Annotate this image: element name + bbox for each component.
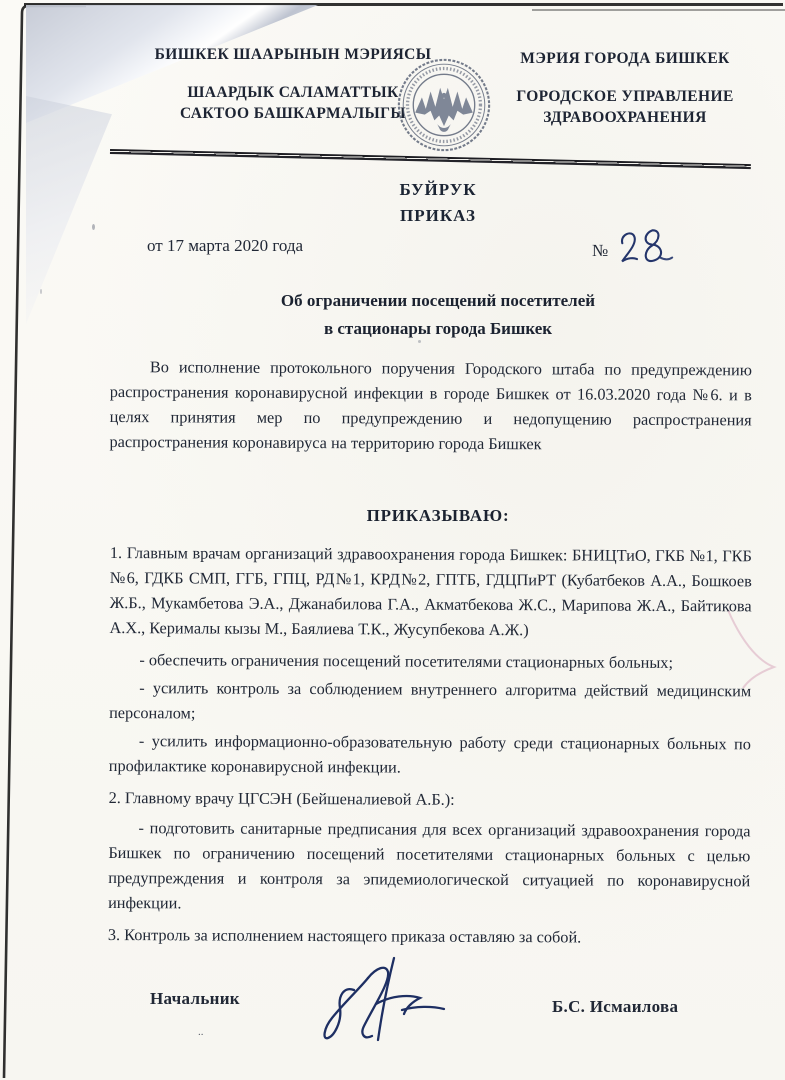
org-dept-kyrgyz-line2: САКТОО БАШКАРМАЛЫГЫ (179, 105, 407, 122)
org-name-russian (500, 48, 750, 69)
signature-icon (316, 948, 466, 1048)
doc-type-block (118, 177, 758, 229)
org-dept-russian-line1: ГОРОДСКОЕ УПРАВЛЕНИЕ (516, 88, 734, 105)
signature-name: Б.С. Исмаилова (552, 997, 679, 1016)
order-item-1-subitem-3: - усилить информационно-образовательную работу среди стационарных больных по профилактике коронавирусной инфекции. (108, 731, 751, 777)
scan-speck: .. (198, 1026, 204, 1038)
page-top-border-shadow (532, 9, 785, 11)
order-title (118, 287, 758, 343)
order-title-line1: Об ограничении посещений посетителей (280, 291, 596, 310)
resolution-heading-block (118, 506, 758, 526)
org-dept-russian-line2: ЗДРАВООХРАНЕНИЯ (543, 109, 707, 126)
order-number-handwritten (613, 224, 675, 268)
order-items (108, 540, 752, 955)
org-name-kyrgyz-line1: БИШКЕК ШААРЫНЫН МЭРИЯСЫ (154, 46, 432, 63)
org-dept-russian (500, 86, 750, 128)
org-dept-kyrgyz-line1: ШААРДЫК САЛАМАТТЫК (187, 84, 399, 101)
order-item-2-subitem-1: - подготовить санитарные предписания для всех организаций здравоохранения города Бишкек по ограничению посещений посетителями стационарных больных с целью предупреждения и контроля за эпидемиологической ситуацией по коронавирусной инфекции. (108, 818, 751, 913)
order-item-1: 1. Главным врачам организаций здравоохранения города Бишкек: БНИЦТиО, ГКБ №1, ГКБ №6, ГДКБ СМП, ГГБ, ГПЦ, РД№1, КРД№2, ГПТБ, ГДЦПиРТ (Кубатбеков А.А., Бошкоев Ж.Б., Мукамбетова Э.А., Джанабилова Г.А., Акматбекова Ж.С., Марипова Ж.А., Байтикова А.Х., Керималы кызы М., Баялиева Т.К., Жусупбекова А.Ж.) (109, 542, 752, 640)
order-date: от 17 марта 2020 года (147, 236, 304, 255)
scan-speck (40, 289, 42, 294)
preamble (109, 354, 752, 457)
order-title-line2: в стационары города Бишкек (323, 319, 553, 338)
corner-gloss-artifact-tail (26, 96, 112, 324)
order-item-2: 2. Главному врачу ЦГСЭН (Бейшеналиевой А.Б.): (108, 787, 455, 809)
state-emblem-seal-icon (396, 57, 492, 153)
org-name-russian-line1: МЭРИЯ ГОРОДА БИШКЕК (520, 50, 730, 67)
order-item-1-subitem-1: - обеспечить ограничения посещений посетителями стационарных больных; (139, 650, 674, 672)
order-item-3: 3. Контроль за исполнением настоящего приказа оставляю за собой. (107, 924, 582, 947)
order-item-1-subitem-2: - усилить контроль за соблюдением внутреннего алгоритма действий медицинским персоналом; (109, 678, 752, 723)
doc-type-russian: ПРИКАЗ (400, 206, 476, 225)
scan-speck (92, 224, 95, 230)
preamble-paragraph: Во исполнение протокольного поручения Городского штаба по предупреждению распространения коронавирусной инфекции в городе Бишкек от 16.03.2020 года №6. и в целях принятия мер по предупреждению и недопущению распространения распространения коронавируса на территорию города Бишкек (109, 357, 752, 454)
order-number-sign: № (592, 241, 609, 260)
signature-post-title: Начальник (150, 989, 240, 1008)
resolution-heading: ПРИКАЗЫВАЮ: (366, 506, 510, 525)
doc-type-kyrgyz: БУЙРУК (399, 180, 477, 199)
